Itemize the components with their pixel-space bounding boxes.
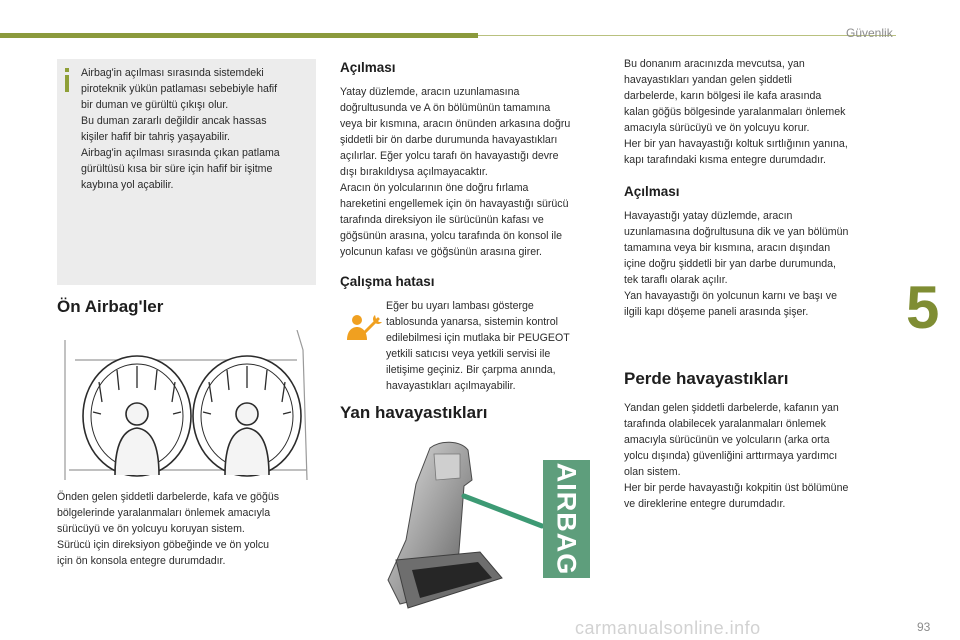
curtain-airbags-text: Yandan gelen şiddetli darbelerde, kafanın yan tarafında olabilecek yaralanmaları önlemek amacıyla sürücünün ve yolcuların (arka orta yolcu dışında) güvenliğini arttırmaya yardımcı olan sistem. Her bir perde havayastığı kokpitin üst bölümüne ve direklerine entegre durumdadır.	[624, 402, 849, 510]
header-rule	[478, 35, 896, 36]
airbag-label	[543, 460, 590, 578]
watermark: carmanualsonline.info	[575, 618, 761, 638]
seat-illustration	[360, 440, 600, 612]
front-airbags-text: Önden gelen şiddetli darbelerde, kafa ve göğüs bölgelerinde yaralanmaları önlemek amacıyla sürücüyü ve ön yolcuyu koruyan sistem. Sürücü için direksiyon göbeğinde ve ön yolcu için ön konsola entegre durumdadır.	[57, 491, 280, 567]
opening-title-2: Açılması	[624, 184, 680, 199]
fault-text: Eğer bu uyarı lambası gösterge tablosunda yanarsa, sistemin kontrol edilebilmesi için mutlaka bir PEUGEOT yetkili satıcısı veya yetkili servisi ile iletişime geçiniz. Bir çarpma anında, havayastıkları açılmayabilir.	[386, 300, 570, 392]
note-text: Airbag'in açılması sırasında sistemdeki piroteknik yükün patlaması sebebiyle hafif bir duman ve gürültü çıkışı olur. Bu duman zararlı değildir ancak hassas kişiler hafif bir tahriş yaşayabilir. Airbag'in açılması sırasında çıkan patlama gürültüsü kısa bir süre için hafif bir işitme kaybına yol açabilir.	[81, 67, 280, 191]
info-note	[57, 59, 316, 285]
fault-title: Çalışma hatası	[340, 274, 435, 289]
info-icon	[65, 68, 69, 92]
front-airbags-title: Ön Airbag'ler	[57, 297, 164, 316]
side-airbags-text: Bu donanım aracınızda mevcutsa, yan havayastıkları yandan gelen şiddetli darbelerde, karın bölgesi ile kafa arasında kalan göğüs bölgesinde yaralanmaları önlemek amacıyla sürücüyü ve ön yolcuyu korur. Her bir yan havayastığı koltuk sırtlığının yanına, kapı tarafındaki kısma entegre durumdadır.	[624, 58, 848, 166]
opening-text: Yatay düzlemde, aracın uzunlamasına doğrultusunda ve A ön bölümünün tamamına veya bir kısmına, aracın önünden arkasına doğru şiddetli bir ön darbe durumunda havayastıkları açılırlar. Eğer yolcu tarafı ön havayastığı devre dışı bırakıldıysa açılmayacaktır. Aracın ön yolcularının öne doğru fırlama hareketini engellemek için ön havayastığı sürücü tarafında direksiyon ile sürücünün kafası ve göğsünün arasına, yolcu tarafında ön konsol ile yolcunun kafası ve göğsünün arasına girer.	[340, 86, 571, 258]
airbag-label-text: AIRBAG	[551, 462, 582, 576]
curtain-airbags-title: Perde havayastıkları	[624, 369, 789, 388]
chapter-number: 5	[906, 274, 940, 341]
opening-text-2: Havayastığı yatay düzlemde, aracın uzunlamasına doğrultusuna dik ve yan bölümün tamamına veya bir kısmına, aracın dışından içine doğru şiddetli bir yan darbe durumunda, tek taraflı olarak açılır. Yan havayastığı ön yolcunun karnı ve başı ve ilgili kapı döşeme paneli arasında şişer.	[624, 210, 849, 318]
side-airbags-title: Yan havayastıkları	[340, 403, 488, 422]
wrench-person-icon	[344, 312, 384, 342]
front-airbag-illustration	[57, 330, 315, 482]
opening-title: Açılması	[340, 60, 396, 75]
chapter-tab	[906, 270, 960, 354]
page-number: 93	[917, 620, 931, 634]
passenger-airbag	[193, 356, 301, 476]
driver-airbag	[83, 356, 191, 476]
header-accent-bar	[0, 33, 478, 38]
section-title: Güvenlik	[846, 26, 893, 40]
